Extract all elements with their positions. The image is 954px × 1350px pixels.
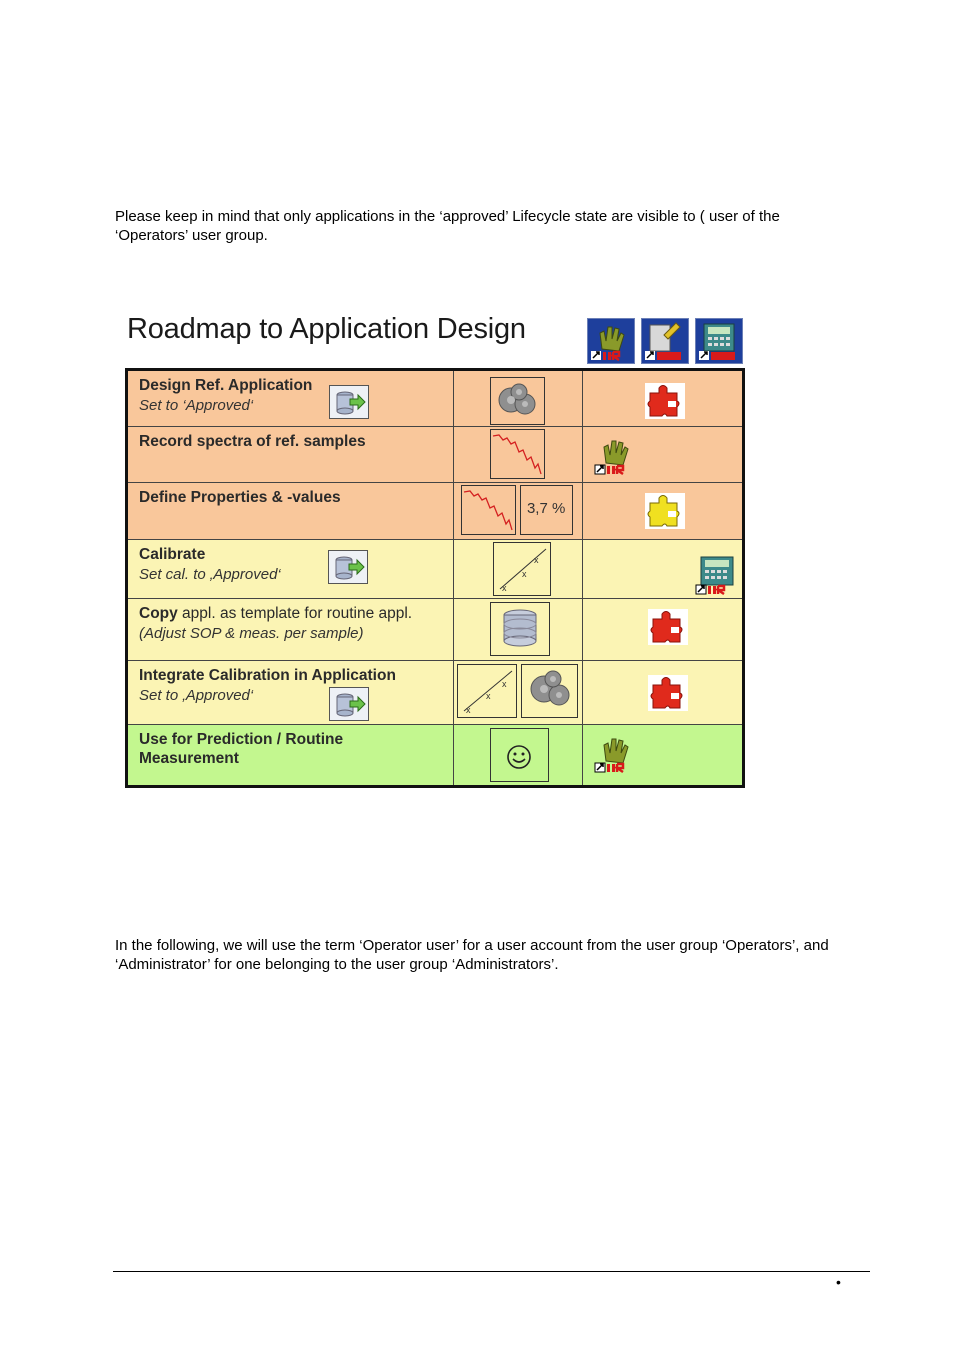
step-subtitle: (Adjust SOP & meas. per sample) xyxy=(139,625,364,642)
footer-divider xyxy=(113,1271,870,1272)
footer-bullet: • xyxy=(836,1274,841,1290)
svg-text:x: x xyxy=(465,705,471,715)
tool-cell xyxy=(582,540,743,599)
step-title-bold: Copy xyxy=(139,605,178,622)
percent-value-box xyxy=(520,485,573,535)
step-cell xyxy=(127,661,454,725)
calibration-plot-icon xyxy=(457,664,517,718)
percent-value: 3,7 % xyxy=(526,500,566,517)
puzzle-red-icon xyxy=(648,675,688,716)
spectrum-icon xyxy=(461,485,516,535)
puzzle-red-icon xyxy=(645,383,685,424)
iir-hand-icon xyxy=(592,731,638,780)
roadmap-figure xyxy=(112,305,752,797)
approve-button[interactable] xyxy=(329,385,369,419)
step-title: Integrate Calibration in Application xyxy=(139,667,396,684)
iir-document-icon xyxy=(641,318,689,364)
svg-text:x: x xyxy=(485,691,491,701)
tool-cell xyxy=(582,427,743,483)
iir-calculator-icon xyxy=(695,554,739,601)
gears-icon xyxy=(490,377,545,425)
step-subtitle: Set to ‚Approved‘ xyxy=(139,687,254,704)
step-cell xyxy=(127,427,454,483)
iir-hand-icon xyxy=(592,433,638,482)
step-title: Calibrate xyxy=(139,546,206,563)
approve-button[interactable] xyxy=(328,550,368,584)
intro-paragraph: Please keep in mind that only applications in the ‘approved’ Lifecycle state are visible to ( user of the ‘Operators’ user group. xyxy=(115,208,780,244)
step-title xyxy=(139,605,412,623)
step-title: Use for Prediction / Routine xyxy=(139,731,344,748)
svg-text:x: x xyxy=(501,679,507,689)
data-cell xyxy=(453,661,582,725)
step-cell xyxy=(127,540,454,599)
table-row xyxy=(127,540,744,599)
step-cell xyxy=(127,370,454,427)
table-row xyxy=(127,427,744,483)
data-cell xyxy=(453,427,582,483)
puzzle-yellow-icon xyxy=(645,493,685,534)
step-title: Design Ref. Application xyxy=(139,377,313,394)
step-title: Record spectra of ref. samples xyxy=(139,433,366,450)
spectrum-icon xyxy=(490,429,545,479)
iir-hand-icon xyxy=(587,318,635,364)
data-cell xyxy=(453,540,582,599)
tool-cell xyxy=(582,370,743,427)
data-cell xyxy=(453,725,582,787)
step-cell xyxy=(127,483,454,540)
calibration-plot-icon xyxy=(493,542,551,596)
table-row xyxy=(127,661,744,725)
database-icon xyxy=(490,602,550,656)
step-subtitle: Set cal. to ‚Approved‘ xyxy=(139,566,281,583)
smiley-icon xyxy=(490,728,549,782)
body-paragraph: In the following, we will use the term ‘Operator user’ for a user account from the user group ‘Operators’, and ‘Administrator’ for one belonging to the user group ‘Administrators’. xyxy=(115,937,829,973)
roadmap-table xyxy=(125,368,745,788)
step-subtitle: Set to ‘Approved‘ xyxy=(139,397,254,414)
table-row xyxy=(127,483,744,540)
table-row xyxy=(127,725,744,787)
step-title-rest: appl. as template for routine appl. xyxy=(177,605,413,622)
tool-cell xyxy=(582,661,743,725)
svg-text:x: x xyxy=(501,583,507,593)
svg-text:x: x xyxy=(521,569,527,579)
gears-icon xyxy=(521,664,578,718)
step-title: Define Properties & -values xyxy=(139,489,341,506)
step-cell xyxy=(127,599,454,661)
data-cell xyxy=(453,483,582,540)
figure-title: Roadmap to Application Design xyxy=(127,313,526,345)
tool-cell xyxy=(582,599,743,661)
tool-cell xyxy=(582,725,743,787)
approve-button[interactable] xyxy=(329,687,369,721)
iir-calculator-icon xyxy=(695,318,743,364)
step-cell xyxy=(127,725,454,787)
table-row xyxy=(127,599,744,661)
tool-cell xyxy=(582,483,743,540)
header-icons xyxy=(587,318,743,364)
step-title-line2: Measurement xyxy=(139,750,239,767)
table-row xyxy=(127,370,744,427)
svg-text:x: x xyxy=(533,555,539,565)
data-cell xyxy=(453,599,582,661)
data-cell xyxy=(453,370,582,427)
puzzle-red-icon xyxy=(648,609,688,650)
